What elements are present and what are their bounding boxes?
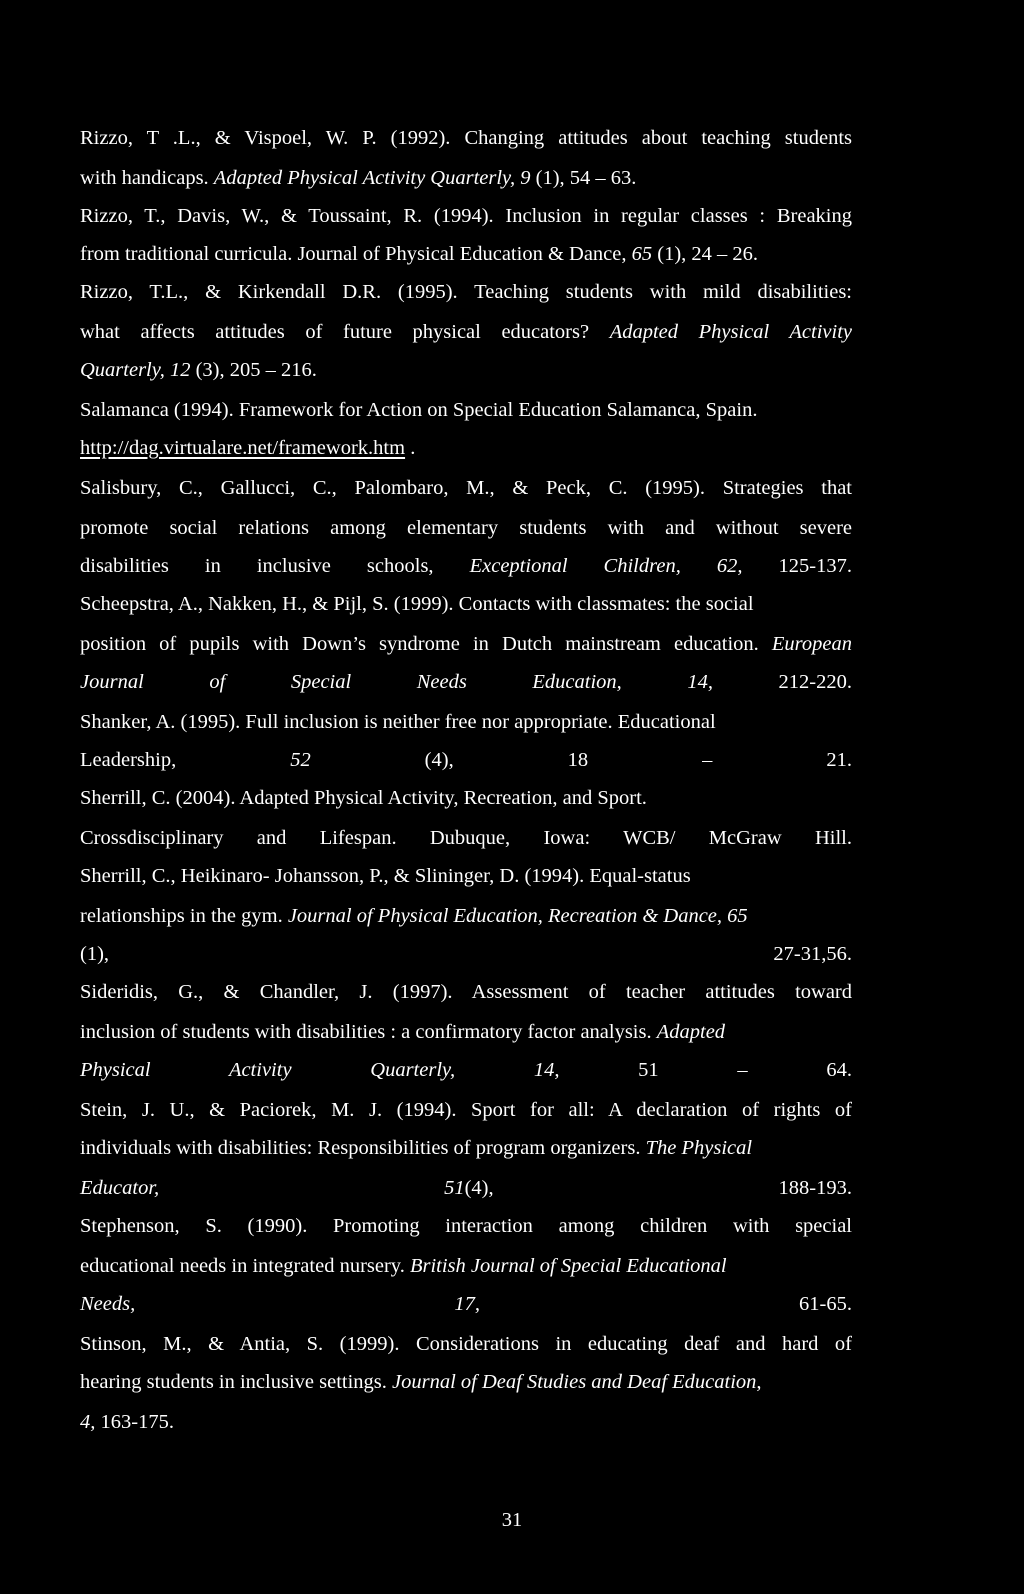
reference-line — [80, 242, 852, 266]
reference-text: Sherrill, C., Heikinaro- Johansson, P., & Slininger, D. (1994). Equal-status — [80, 865, 691, 887]
reference-text: Rizzo, T .L., & Vispoel, W. P. (1992). Changing attitudes about teaching students — [80, 127, 852, 149]
reference-text: Salisbury, C., Gallucci, C., Palombaro, M., & Peck, C. (1995). Strategies that — [80, 477, 852, 499]
reference-line — [80, 476, 852, 500]
reference-line — [80, 1020, 852, 1044]
reference-url-link[interactable]: http://dag.virtualare.net/framework.htm — [80, 437, 406, 459]
reference-line — [80, 864, 852, 888]
reference-line — [80, 516, 852, 540]
reference-italic-text: Adapted Physical Activity Quarterly, 9 — [213, 167, 531, 189]
reference-italic-text: Quarterly, 12 — [80, 359, 191, 381]
page-number: 31 — [501, 1509, 523, 1531]
reference-line — [80, 1214, 852, 1238]
reference-text: 61-65. — [479, 1293, 852, 1315]
reference-line — [80, 1370, 852, 1394]
reference-text: Rizzo, T.L., & Kirkendall D.R. (1995). Teaching students with mild disabilities: — [80, 281, 852, 303]
reference-line — [80, 1254, 852, 1278]
reference-italic-text: European — [771, 633, 852, 655]
reference-italic-text: Physical Activity Quarterly, 14, — [80, 1059, 560, 1081]
reference-italic-text: 4, — [80, 1411, 96, 1433]
reference-line — [80, 1292, 852, 1316]
reference-text: Stein, J. U., & Paciorek, M. J. (1994). Sport for all: A declaration of rights of — [80, 1099, 852, 1121]
reference-line — [80, 942, 852, 966]
reference-text: (1), 54 – 63. — [530, 167, 637, 189]
reference-text: position of pupils with Down’s syndrome in Dutch mainstream education. — [80, 633, 772, 655]
reference-text: what affects attitudes of future physical educators? — [80, 321, 610, 343]
reference-line — [80, 1332, 852, 1356]
reference-italic-text: Educator, 51 — [80, 1177, 465, 1199]
reference-line — [80, 436, 852, 460]
reference-text: individuals with disabilities: Responsibilities of program organizers. — [80, 1137, 646, 1159]
reference-text: 163-175. — [95, 1411, 174, 1433]
reference-line — [80, 358, 852, 382]
reference-italic-text: Journal of Physical Education, Recreation & Dance, 65 — [287, 905, 748, 927]
reference-line — [80, 632, 852, 656]
reference-text: Rizzo, T., Davis, W., & Toussaint, R. (1994). Inclusion in regular classes : Breaking — [80, 205, 852, 227]
reference-text: hearing students in inclusive settings. — [80, 1371, 393, 1393]
reference-line — [80, 554, 852, 578]
reference-text: Salamanca (1994). Framework for Action on Special Education Salamanca, Spain. — [80, 399, 758, 421]
reference-line — [80, 1058, 852, 1082]
reference-text: . — [405, 437, 416, 459]
reference-text: promote social relations among elementary students with and without severe — [80, 517, 852, 539]
reference-italic-text: 65 — [631, 243, 653, 265]
reference-text: Crossdisciplinary and Lifespan. Dubuque, Iowa: WCB/ McGraw Hill. — [80, 827, 852, 849]
reference-line — [80, 786, 852, 810]
reference-text: Stephenson, S. (1990). Promoting interaction among children with special — [80, 1215, 852, 1237]
reference-text: (1), 27-31,56. — [80, 943, 852, 965]
reference-line — [80, 710, 852, 734]
reference-line — [80, 398, 852, 422]
reference-italic-text: Adapted Physical Activity — [609, 321, 853, 343]
reference-text: (4), 188-193. — [464, 1177, 852, 1199]
reference-text: (3), 205 – 216. — [190, 359, 317, 381]
reference-line — [80, 1136, 852, 1160]
reference-line — [80, 320, 852, 344]
reference-italic-text: British Journal of Special Educational — [409, 1255, 727, 1277]
reference-text: relationships in the gym. — [80, 905, 288, 927]
reference-text: Leadership, — [80, 749, 291, 771]
reference-line — [80, 670, 852, 694]
reference-italic-text: 52 — [290, 749, 311, 771]
reference-italic-text: Journal of Deaf Studies and Deaf Education, — [392, 1371, 762, 1393]
reference-text: Stinson, M., & Antia, S. (1999). Considerations in educating deaf and hard of — [80, 1333, 852, 1355]
reference-italic-text: Adapted — [656, 1021, 726, 1043]
reference-line — [80, 592, 852, 616]
reference-text: (4), 18 – 21. — [310, 749, 853, 771]
reference-text: educational needs in integrated nursery. — [80, 1255, 410, 1277]
reference-text: Shanker, A. (1995). Full inclusion is neither free nor appropriate. Educational — [80, 711, 716, 733]
reference-line — [80, 1098, 852, 1122]
reference-italic-text: The Physical — [645, 1137, 753, 1159]
reference-text: (1), 24 – 26. — [652, 243, 759, 265]
reference-line — [80, 1410, 852, 1434]
reference-line — [80, 826, 852, 850]
reference-text: inclusion of students with disabilities : a confirmatory factor analysis. — [80, 1021, 657, 1043]
reference-line — [80, 1176, 852, 1200]
reference-text: 51 – 64. — [559, 1059, 852, 1081]
reference-text: from traditional curricula. Journal of Physical Education & Dance, — [80, 243, 632, 265]
reference-line — [80, 126, 852, 150]
reference-text: Sherrill, C. (2004). Adapted Physical Activity, Recreation, and Sport. — [80, 787, 647, 809]
reference-line — [80, 904, 852, 928]
reference-text: with handicaps. — [80, 167, 214, 189]
reference-text: Sideridis, G., & Chandler, J. (1997). Assessment of teacher attitudes toward — [80, 981, 852, 1003]
reference-text: disabilities in inclusive schools, — [80, 555, 470, 577]
reference-italic-text: Journal of Special Needs Education, 14, — [80, 671, 713, 693]
reference-line — [80, 204, 852, 228]
reference-text: Scheepstra, A., Nakken, H., & Pijl, S. (1999). Contacts with classmates: the social — [80, 593, 754, 615]
reference-line — [80, 280, 852, 304]
reference-line — [80, 748, 852, 772]
reference-line — [80, 980, 852, 1004]
reference-italic-text: Exceptional Children, 62, — [469, 555, 743, 577]
reference-italic-text: Needs, 17, — [80, 1293, 480, 1315]
reference-text: 125-137. — [742, 555, 852, 577]
reference-text: 212-220. — [712, 671, 852, 693]
reference-line — [80, 166, 852, 190]
